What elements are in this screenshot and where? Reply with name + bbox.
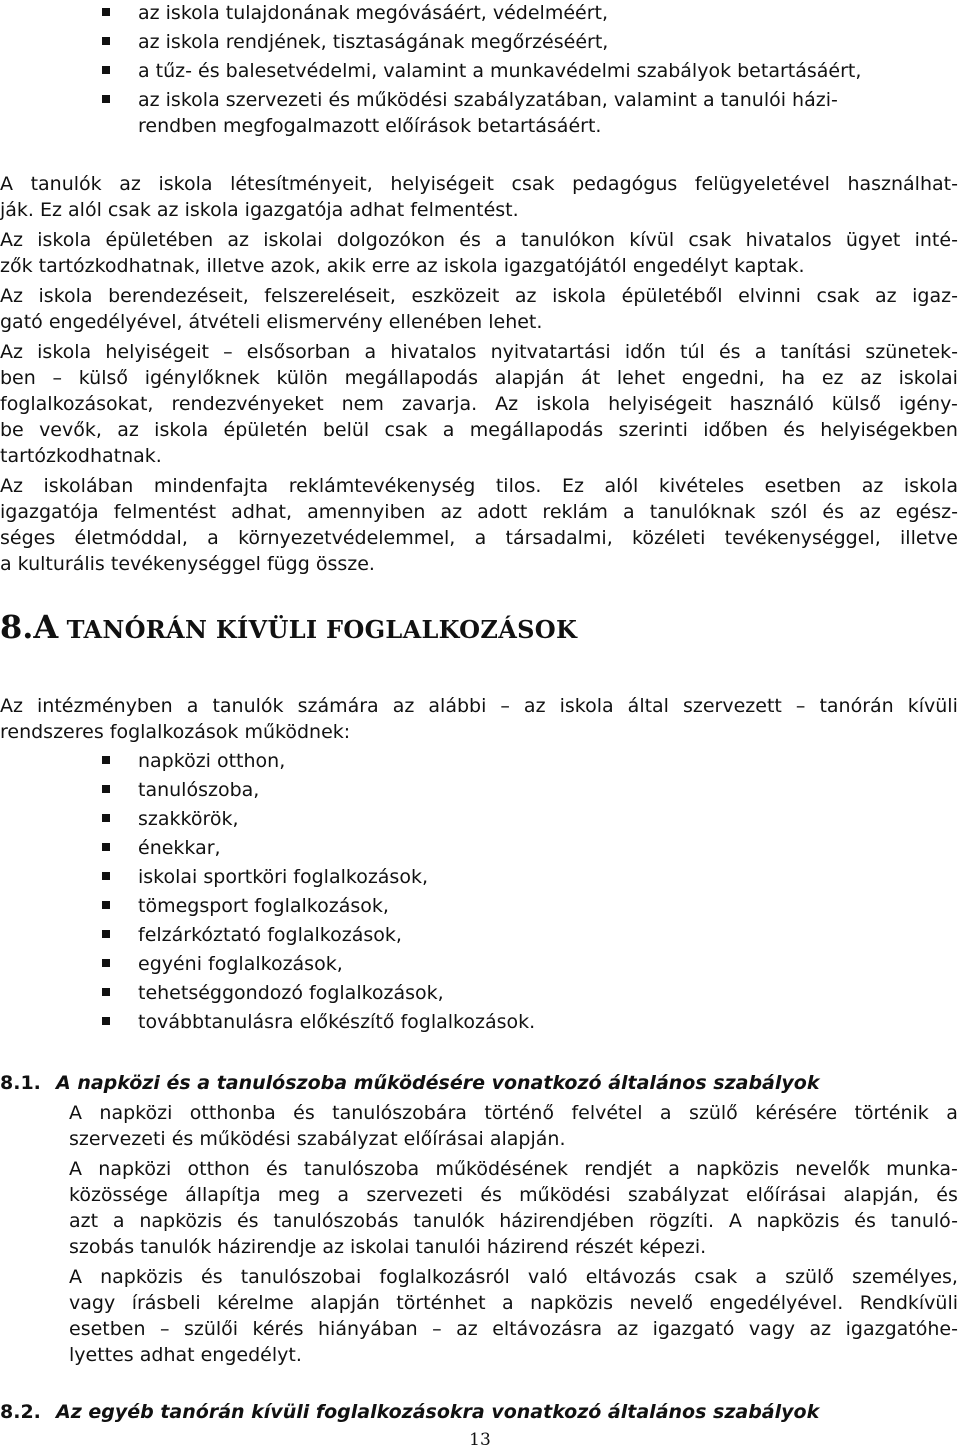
word: Az (495, 393, 519, 415)
word: rendjét (584, 1158, 652, 1180)
word: kérésére (755, 1102, 838, 1124)
word: iskola (559, 695, 614, 717)
list-item: tanulószoba, (138, 779, 260, 801)
bullet-marker-icon (102, 988, 110, 996)
word: A (0, 173, 13, 195)
word: Az (0, 229, 23, 251)
word: az (861, 475, 884, 497)
word: alapján (494, 367, 565, 389)
word: a (755, 1266, 768, 1288)
word: esetben (764, 475, 842, 497)
word: megállapodás (344, 367, 478, 389)
section-title-initial: A (33, 608, 59, 646)
word: írásbeli (131, 1292, 201, 1314)
word: helyiségeit (105, 341, 209, 363)
list-item: napközi otthon, (138, 750, 286, 772)
word: nevelők (795, 1158, 870, 1180)
word: és (266, 1158, 288, 1180)
list-item: iskolai sportköri foglalkozások, (138, 866, 429, 888)
section-heading (0, 605, 577, 649)
bullet-item: az iskola tulajdonának megóvásáért, védelméért, (138, 2, 609, 24)
word: külön (276, 367, 328, 389)
paragraph-line (0, 227, 958, 253)
word: az (514, 285, 537, 307)
word: eszközeit (411, 285, 500, 307)
list-item: szakkörök, (138, 808, 239, 830)
paragraph-line (0, 499, 958, 525)
word: reklámtevékenység (288, 475, 476, 497)
word: épületében (105, 229, 214, 251)
word: iskola (38, 285, 93, 307)
word: – (432, 1318, 442, 1340)
subsection-number: 8.1. (0, 1072, 41, 1094)
word: az (860, 367, 882, 389)
word: vagy (69, 1292, 116, 1314)
word: a (364, 341, 377, 363)
word: és (718, 341, 741, 363)
word: nevelő (629, 1292, 694, 1314)
word: kérelme (217, 1292, 294, 1314)
word: csak (694, 1266, 738, 1288)
word: eltávozásra (492, 1318, 603, 1340)
word: napközis (100, 1266, 183, 1288)
word: Az (0, 341, 23, 363)
word: az (119, 173, 141, 195)
word: szülői (183, 1318, 239, 1340)
word: tanulók (212, 695, 284, 717)
word: való (527, 1266, 568, 1288)
word: alábbi (428, 695, 487, 717)
list-item: énekkar, (138, 837, 221, 859)
bullet-item: a tűz- és balesetvédelmi, valamint a munkavédelmi szabályok betartásáért, (138, 60, 862, 82)
word: iskolai (898, 367, 958, 389)
word: az (523, 695, 546, 717)
word: Az (0, 695, 23, 717)
word: szervezeti (366, 1184, 464, 1206)
paragraph-line (0, 417, 958, 443)
word: adott (477, 501, 528, 523)
word: A (69, 1158, 82, 1180)
word: tanulók (30, 173, 102, 195)
paragraph-line (69, 1264, 958, 1290)
word: és (201, 1266, 223, 1288)
word: ez (821, 367, 844, 389)
word: be (0, 419, 24, 441)
word: ben (0, 367, 36, 389)
word: – (500, 695, 510, 717)
word: iskolai (263, 229, 323, 251)
word: helyiségeit (390, 173, 494, 195)
bullet-item: az iskola szervezeti és működési szabályzatában, valamint a tanulói házi- (138, 89, 838, 111)
word: csak (816, 285, 860, 307)
bullet-marker-icon (102, 785, 110, 793)
word: a (337, 1184, 350, 1206)
bullet-marker-icon (102, 930, 110, 938)
word: közéleti (632, 527, 706, 549)
word: kívül (629, 229, 675, 251)
bullet-marker-icon (102, 814, 110, 822)
word: igazgatója (0, 501, 99, 523)
page-number: 13 (469, 1430, 491, 1450)
word: A (728, 1210, 742, 1232)
word: külső (78, 367, 129, 389)
word: igazgatóhe- (845, 1318, 958, 1340)
paragraph-line (69, 1182, 958, 1208)
word: Ez (561, 475, 584, 497)
bullet-marker-icon (102, 1017, 110, 1025)
word: rendezvényeket (171, 393, 324, 415)
word: iskola (37, 229, 92, 251)
word: történik (854, 1102, 929, 1124)
word: mindenfajta (153, 475, 269, 497)
word: ügyet (845, 229, 901, 251)
word: iskola (154, 419, 209, 441)
word: a (502, 1292, 514, 1314)
word: számára (297, 695, 379, 717)
word: vagy (748, 1318, 796, 1340)
intro-line (0, 693, 958, 719)
word: tanulókon (520, 229, 616, 251)
word: engedni, (681, 367, 765, 389)
word: hivatalos (390, 341, 477, 363)
word: helyiségekben (820, 419, 958, 441)
paragraph-line (0, 365, 958, 391)
word: esetben (69, 1318, 146, 1340)
word: létesítményeit, (230, 173, 373, 195)
word: életmóddal, (74, 527, 188, 549)
subsection-number: 8.2. (0, 1401, 41, 1423)
word: A (69, 1102, 82, 1124)
word: felmentést (113, 501, 217, 523)
word: használó (729, 393, 814, 415)
word: közössége (69, 1184, 168, 1206)
word: időben (703, 419, 768, 441)
word: az (392, 695, 415, 717)
word: kivételes (658, 475, 745, 497)
word: azt (69, 1210, 99, 1232)
word: és (459, 229, 481, 251)
word: szabályzat (627, 1184, 729, 1206)
word: az (616, 1318, 639, 1340)
word: és (783, 419, 805, 441)
paragraph-line: zők tartózkodhatnak, illetve azok, akik erre az iskola igazgatójától engedélyt kaptak. (0, 255, 805, 277)
word: iskola (903, 475, 958, 497)
word: házirendjében (499, 1210, 635, 1232)
word: lehet (616, 367, 666, 389)
word: napközis (756, 1210, 840, 1232)
word: engedélyével. (709, 1292, 844, 1314)
word: tanulóknak (649, 501, 756, 523)
intro-line: rendszeres foglalkozások működnek: (0, 721, 351, 743)
word: tanuló- (890, 1210, 958, 1232)
word: Rendkívüli (859, 1292, 958, 1314)
word: szülő (688, 1102, 738, 1124)
word: az (117, 419, 139, 441)
word: – (52, 367, 63, 389)
word: tanulószoba (303, 1158, 420, 1180)
word: iskola (552, 285, 607, 307)
word: otthonba (189, 1102, 276, 1124)
word: csak (511, 173, 555, 195)
word: időn (624, 341, 666, 363)
subsection-heading (0, 1070, 819, 1096)
word: tanulószobai (240, 1266, 362, 1288)
word: – (795, 695, 806, 717)
bullet-marker-icon (102, 872, 110, 880)
word: tanulószobás (273, 1210, 399, 1232)
word: eltávozás (585, 1266, 677, 1288)
bullet-marker-icon (102, 959, 110, 967)
word: az (456, 1318, 478, 1340)
word: alapján (310, 1292, 380, 1314)
word: hiányában (318, 1318, 418, 1340)
word: és (936, 1184, 958, 1206)
word: működési (519, 1184, 611, 1206)
word: a (112, 1210, 125, 1232)
word: nem (341, 393, 384, 415)
word: iskola (536, 393, 591, 415)
section-title: TANÓRÁN KÍVÜLI FOGLALKOZÁSOK (66, 615, 578, 644)
word: a (474, 527, 487, 549)
bullet-marker-icon (102, 66, 110, 74)
word: elvinni (738, 285, 801, 307)
bullet-marker-icon (102, 8, 110, 16)
word: illetve (900, 527, 958, 549)
subsection-title: A napközi és a tanulószoba működésére vonatkozó általános szabályok (56, 1072, 820, 1094)
word: túl (680, 341, 705, 363)
word: egész- (895, 501, 958, 523)
word: működésének (435, 1158, 569, 1180)
word: inté- (914, 229, 958, 251)
word: a (442, 419, 455, 441)
word: munka- (886, 1158, 958, 1180)
word: az (227, 229, 250, 251)
word: felszereléseit, (264, 285, 396, 307)
word: külső (831, 393, 882, 415)
word: napközis (139, 1210, 223, 1232)
word: tanórán (819, 695, 894, 717)
word: – (160, 1318, 170, 1340)
word: a (668, 1158, 680, 1180)
word: foglalkozásokat, (0, 393, 154, 415)
word: az (859, 501, 881, 523)
word: amennyiben (307, 501, 426, 523)
word: történhet (396, 1292, 486, 1314)
word: séges (0, 527, 56, 549)
word: napközis (696, 1158, 780, 1180)
word: és (236, 1210, 259, 1232)
word: és (854, 1210, 876, 1232)
word: igény- (899, 393, 958, 415)
word: a (754, 341, 767, 363)
word: reklám (542, 501, 608, 523)
word: pedagógus (572, 173, 678, 195)
word: foglalkozásról (379, 1266, 510, 1288)
word: rögzíti. (648, 1210, 715, 1232)
word: az (874, 285, 897, 307)
list-item: továbbtanulásra előkészítő foglalkozások. (138, 1011, 536, 1033)
word: szervezett (683, 695, 782, 717)
word: ha (781, 367, 806, 389)
word: és (822, 501, 845, 523)
word: környezetvédelemmel, (238, 527, 456, 549)
bullet-item: az iskola rendjének, tisztaságának megőrzéséért, (138, 31, 609, 53)
word: tanulók (413, 1210, 485, 1232)
word: megállapodás (469, 419, 604, 441)
word: az (440, 501, 463, 523)
word: felügyeletével (694, 173, 830, 195)
word: – (223, 341, 233, 363)
list-item: egyéni foglalkozások, (138, 953, 343, 975)
bullet-marker-icon (102, 95, 110, 103)
word: csak (688, 229, 732, 251)
paragraph-line (69, 1316, 958, 1342)
word: tevékenységgel, (724, 527, 881, 549)
word: tilos. (495, 475, 542, 497)
word: a (623, 501, 635, 523)
paragraph-line (0, 391, 958, 417)
paragraph-line: ják. Ez alól csak az iskola igazgatója adhat felmentést. (0, 199, 519, 221)
word: épületén (223, 419, 308, 441)
word: állapítja (185, 1184, 261, 1206)
paragraph-line (69, 1208, 958, 1234)
word: felvétel (571, 1102, 643, 1124)
bullet-marker-icon (102, 843, 110, 851)
word: személyes, (852, 1266, 958, 1288)
bullet-marker-icon (102, 901, 110, 909)
word: a (946, 1102, 958, 1124)
word: iskolában (43, 475, 134, 497)
word: és (293, 1102, 315, 1124)
paragraph-line (69, 1100, 958, 1126)
word: intézményben (37, 695, 173, 717)
paragraph-line: szobás tanulók házirendje az iskolai tanulói házirend részét képezi. (69, 1236, 707, 1258)
word: napközi (99, 1102, 173, 1124)
word: a (207, 527, 219, 549)
word: alól (604, 475, 639, 497)
word: tanulószobára (332, 1102, 467, 1124)
word: igaz- (912, 285, 958, 307)
word: iskola (158, 173, 213, 195)
word: Az (0, 475, 23, 497)
word: a (495, 229, 507, 251)
paragraph-line (69, 1156, 958, 1182)
word: tanítási (780, 341, 852, 363)
word: vevők, (39, 419, 102, 441)
word: zavarja. (401, 393, 478, 415)
word: igazgató (652, 1318, 735, 1340)
word: és (480, 1184, 502, 1206)
word: által (627, 695, 669, 717)
word: dolgozókon (336, 229, 446, 251)
paragraph-line (0, 283, 958, 309)
paragraph-line (0, 171, 958, 197)
word: előírásai (745, 1184, 827, 1206)
paragraph-line: szervezeti és működési szabályzat előírásai alapján. (69, 1128, 566, 1150)
word: a (659, 1102, 672, 1124)
list-item: tehetséggondozó foglalkozások, (138, 982, 444, 1004)
word: nyitvatartási (490, 341, 611, 363)
word: a (186, 695, 199, 717)
word: történő (484, 1102, 555, 1124)
word: iskola (37, 341, 92, 363)
word: szünetek- (865, 341, 958, 363)
word: helyiségeit (608, 393, 712, 415)
list-item: tömegsport foglalkozások, (138, 895, 389, 917)
paragraph-line (69, 1290, 958, 1316)
word: kívüli (907, 695, 958, 717)
subsection-heading (0, 1399, 819, 1425)
word: berendezéseit, (108, 285, 249, 307)
word: A (69, 1266, 82, 1288)
bullet-marker-icon (102, 37, 110, 45)
word: otthon (187, 1158, 250, 1180)
bullet-marker-icon (102, 756, 110, 764)
paragraph-line (0, 339, 958, 365)
word: napközi (98, 1158, 172, 1180)
word: elsősorban (246, 341, 351, 363)
list-item: felzárkóztató foglalkozások, (138, 924, 402, 946)
word: szól (770, 501, 808, 523)
paragraph-line: lyettes adhat engedélyt. (69, 1344, 302, 1366)
subsection-title: Az egyéb tanórán kívüli foglalkozásokra vonatkozó általános szabályok (56, 1401, 820, 1423)
word: társadalmi, (505, 527, 613, 549)
paragraph-line: a kulturális tevékenységgel függ össze. (0, 553, 375, 575)
word: át (581, 367, 601, 389)
word: napközis (530, 1292, 613, 1314)
word: az (809, 1318, 832, 1340)
paragraph-line (0, 473, 958, 499)
word: épületéből (621, 285, 723, 307)
word: Az (0, 285, 23, 307)
paragraph-line (0, 525, 958, 551)
word: adhat, (231, 501, 293, 523)
word: használhat- (847, 173, 958, 195)
word: alapján, (843, 1184, 920, 1206)
word: szülő (785, 1266, 834, 1288)
word: kérés (252, 1318, 304, 1340)
word: csak (384, 419, 428, 441)
bullet-item-continuation: rendben megfogalmazott előírások betartásáért. (138, 115, 602, 137)
section-number: 8. (0, 608, 34, 646)
word: belül (322, 419, 370, 441)
word: meg (277, 1184, 321, 1206)
paragraph-line: tartózkodhatnak. (0, 445, 162, 467)
word: igénylőknek (144, 367, 260, 389)
word: szerinti (618, 419, 688, 441)
paragraph-line: gató engedélyével, átvételi elismervény ellenében lehet. (0, 311, 543, 333)
word: hivatalos (745, 229, 832, 251)
